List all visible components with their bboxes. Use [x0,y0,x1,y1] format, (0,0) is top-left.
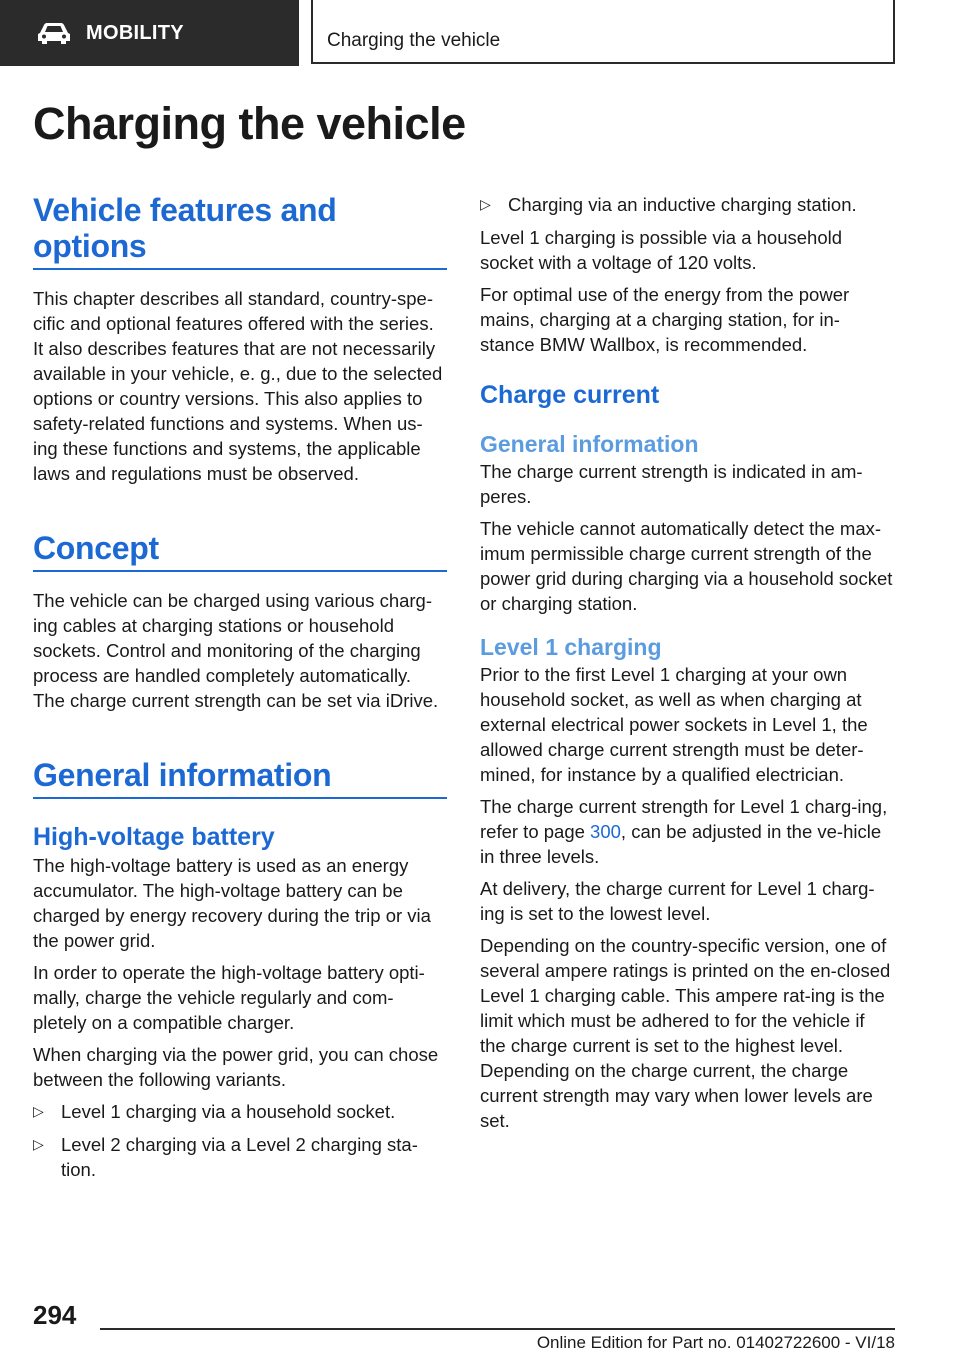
charge-info-text-1: The charge current strength is indicated in am-peres. [480,461,863,507]
general-info-heading: General information [33,757,447,799]
hv-battery-heading: High-voltage battery [33,823,275,851]
level1-para-1: Prior to the first Level 1 charging at your own household socket, as well as when charging at external electrical power sockets in Level 1, the allowed charge current strength must be deter-mined, for instance by a qualified electrician. [480,664,868,785]
section-tab [0,0,299,66]
triangle-bullet-icon: ▷ [33,1136,44,1152]
hv-text-1: The high-voltage battery is used as an energy accumulator. The high-voltage battery can be charged by energy recovery during the trip or via the power grid. [33,855,431,951]
charge-general-info-heading: General information [480,431,699,457]
list-item: ▷ Level 1 charging via a household socket. [33,1101,396,1122]
chapter-header: Charging the vehicle [311,0,895,64]
section-label: MOBILITY [86,21,184,44]
charge-current-heading: Charge current [480,381,660,409]
level1-para-2: The charge current strength for Level 1 charg-ing, refer to page 300, can be adjusted in the ve-hicle in three levels. [480,796,888,867]
car-icon [36,21,72,45]
features-text: This chapter describes all standard, country-spe-cific and optional features offered with the series. It also describes features that are not necessarily available in your vehicle, e. g., due to the selected options or country versions. This also applies to safety-related functions and systems. When us-ing these functions and systems, the applicable laws and regulations must be observed. [33,288,443,484]
level1-intro-text: Level 1 charging is possible via a household socket with a voltage of 120 volts. [480,227,843,273]
footer-divider [100,1328,895,1330]
concept-text: The vehicle can be charged using various charg-ing cables at charging stations or household sockets. Control and monitoring of the charging process are handled completely automatically. The charge current strength can be set via iDrive. [33,590,439,711]
level1-para-4: Depending on the country-specific version, one of several ampere ratings is printed on the en-closed Level 1 charging cable. This ampere rat-ing is the limit which must be adhered to for the vehicle if the charge current is set to the highest level. Depending on the charge current, the charge current strength may vary when lower levels are set. [480,935,891,1131]
optimal-use-text: For optimal use of the energy from the power mains, charging at a charging station, for in-stance BMW Wallbox, is recommended. [480,284,850,355]
edition-text: Online Edition for Part no. 01402722600 - VI/18 [536,1333,895,1352]
list-item: ▷ Level 2 charging via a Level 2 charging sta-tion. [33,1134,418,1180]
hv-text-3: When charging via the power grid, you can chose between the following variants. [33,1044,439,1090]
concept-heading: Concept [33,530,447,572]
page-reference-link[interactable]: 300 [590,821,621,842]
level1-charging-heading: Level 1 charging [480,634,662,660]
triangle-bullet-icon: ▷ [480,196,491,212]
left-column [33,192,447,1190]
charge-info-text-2: The vehicle cannot automatically detect the max-imum permissible charge current strength of the power grid during charging via a household socket or charging station. [480,518,893,614]
hv-text-2: In order to operate the high-voltage battery opti-mally, charge the vehicle regularly and com-pletely on a compatible charger. [33,962,425,1033]
right-column [480,192,894,1140]
triangle-bullet-icon: ▷ [33,1103,44,1119]
page-title: Charging the vehicle [33,98,466,149]
page-number: 294 [33,1300,77,1330]
level1-para-3: At delivery, the charge current for Level 1 charg-ing is set to the lowest level. [480,878,875,924]
features-heading: Vehicle features and options [33,192,447,270]
list-item: ▷ Charging via an inductive charging station. [480,194,857,215]
